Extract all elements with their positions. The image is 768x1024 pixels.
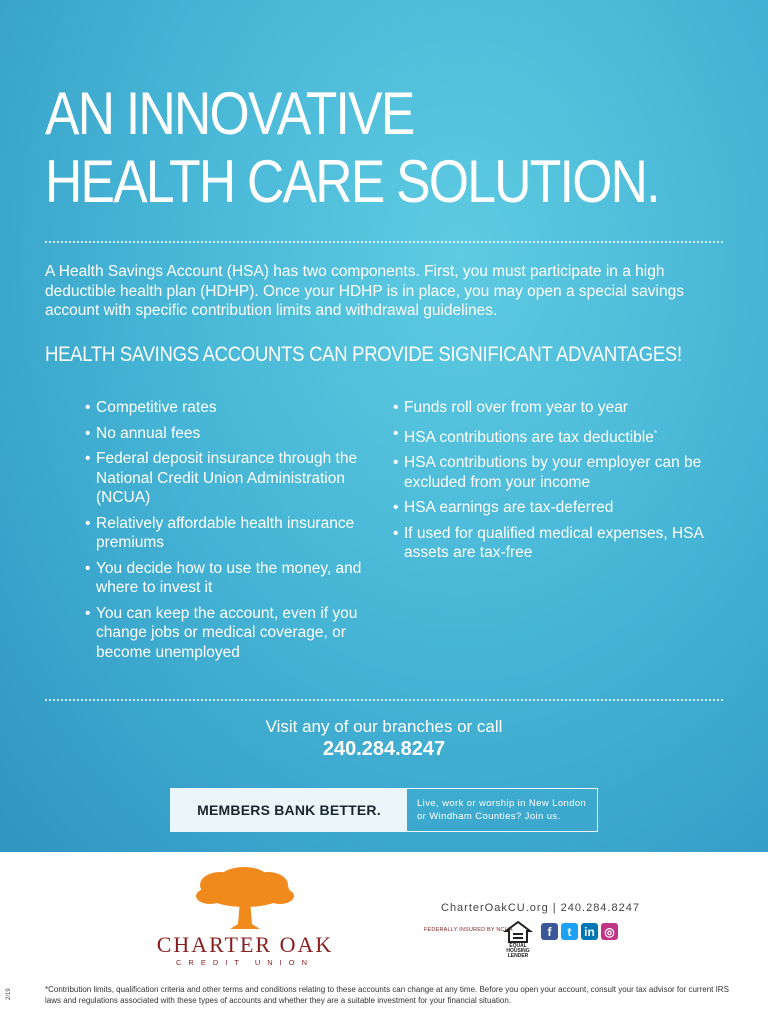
house-icon — [503, 920, 533, 944]
membership-note: Live, work or worship in New London or Windham Counties? Join us. — [417, 798, 587, 822]
instagram-icon[interactable]: ◎ — [601, 923, 618, 940]
facebook-icon[interactable]: f — [541, 923, 558, 940]
ncua-insured-label: FEDERALLY INSURED BY NCUA — [424, 927, 513, 933]
charter-oak-logo — [140, 866, 350, 970]
benefit-item — [393, 424, 713, 448]
benefit-item: • If used for qualified medical expenses, HSA assets are tax-free — [393, 524, 713, 563]
headline — [45, 80, 659, 216]
disclaimer-footnote: *Contribution limits, qualification criteria and other terms and conditions relating to these accounts can change at any time. Before you open your account, consult your tax advisor for current IRS laws and regulations associated with these types of accounts and whether they are a suitable investment for your financial situation. — [45, 985, 729, 1005]
members-banner — [170, 788, 598, 832]
benefit-item: • Relatively affordable health insurance premiums — [85, 514, 385, 553]
headline-line-1: AN INNOVATIVE — [45, 80, 414, 147]
benefit-item: • You decide how to use the money, and where to invest it — [85, 559, 385, 598]
footnote-asterisk: * — [653, 428, 657, 438]
oak-tree-icon — [140, 866, 350, 932]
dotted-divider-bottom — [45, 699, 723, 701]
equal-housing-lender-badge — [503, 920, 533, 959]
intro-paragraph: A Health Savings Account (HSA) has two components. First, you must participate in a high deductible health plan (HDHP). Once your HDHP is in place, you may open a special savings account with specific contribution limits and withdrawal guidelines. — [45, 263, 684, 319]
brand-subtitle: CREDIT UNION — [175, 958, 315, 967]
brand-name: CHARTER OAK — [156, 932, 334, 957]
twitter-icon[interactable]: t — [561, 923, 578, 940]
benefit-item: • HSA earnings are tax-deferred — [393, 498, 713, 518]
website-and-phone[interactable]: CharterOakCU.org | 240.284.8247 — [441, 902, 640, 914]
dotted-divider-top — [45, 241, 723, 243]
members-tagline: MEMBERS BANK BETTER. — [171, 789, 407, 831]
document-code: 2/19 — [6, 988, 12, 1000]
benefits-list-right — [393, 398, 713, 569]
social-links — [541, 923, 618, 940]
benefits-list-left — [85, 398, 385, 668]
visit-text: Visit any of our branches or call — [265, 717, 503, 736]
benefit-item: • HSA contributions by your employer can be excluded from your income — [393, 453, 713, 492]
ehl-label: EQUAL HOUSING LENDER — [506, 943, 530, 959]
benefit-item: • Federal deposit insurance through the National Credit Union Administration (NCUA) — [85, 449, 385, 508]
advantages-heading: HEALTH SAVINGS ACCOUNTS CAN PROVIDE SIGNIFICANT ADVANTAGES! — [45, 343, 682, 366]
benefit-item: • You can keep the account, even if you change jobs or medical coverage, or become unemployed — [85, 604, 385, 663]
benefit-item: • Funds roll over from year to year — [393, 398, 713, 418]
benefit-item: • No annual fees — [85, 424, 385, 444]
linkedin-icon[interactable]: in — [581, 923, 598, 940]
phone-number[interactable]: 240.284.8247 — [322, 738, 446, 760]
benefit-text: HSA contributions are tax deductible — [404, 428, 654, 446]
headline-line-2: HEALTH CARE SOLUTION. — [45, 148, 659, 215]
benefit-item: • Competitive rates — [85, 398, 385, 418]
